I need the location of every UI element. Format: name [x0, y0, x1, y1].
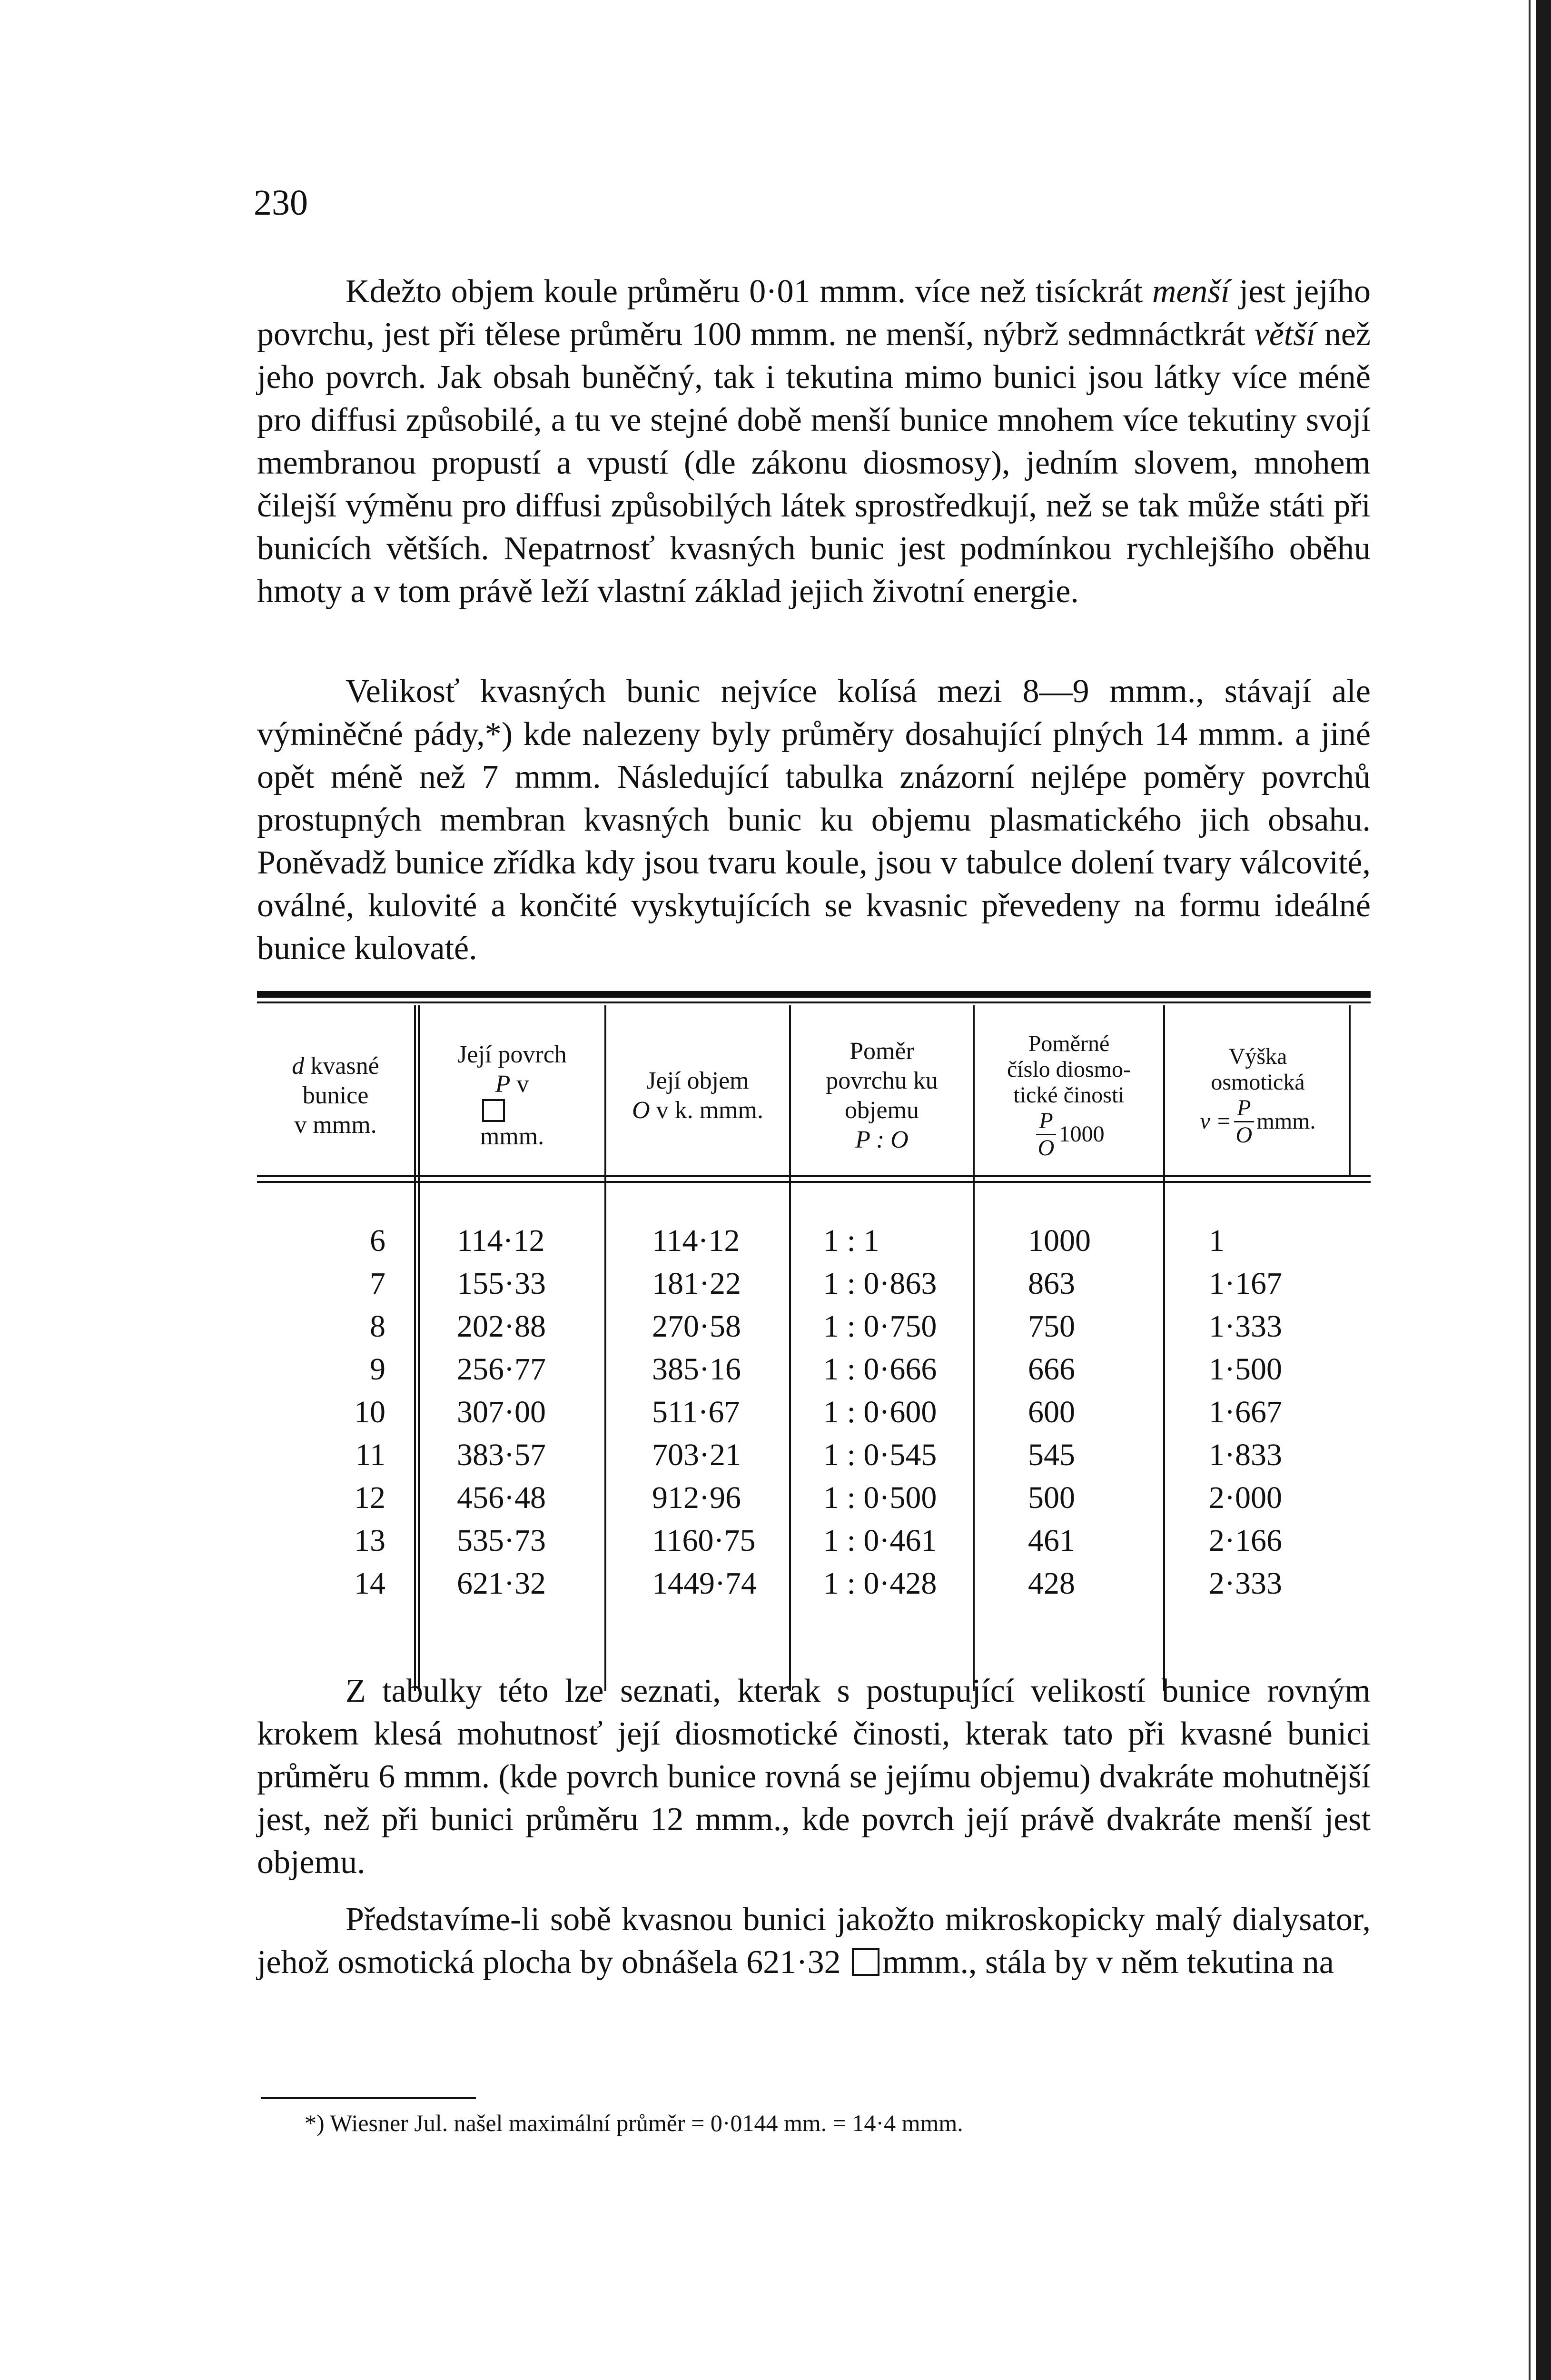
fraction — [1234, 1095, 1254, 1148]
header-osmotic-formula — [1200, 1095, 1315, 1148]
table-top-rule-thin — [257, 1002, 1371, 1003]
cell-diameter: 6 — [370, 1223, 385, 1258]
cell-volume: 1160·75 — [652, 1523, 756, 1558]
header-diosmotic-line2: číslo diosmo- — [1007, 1056, 1131, 1082]
header-surface-line1: Její povrch — [457, 1041, 567, 1068]
cell-volume: 703·21 — [652, 1438, 741, 1472]
cell-ratio: 1 : 0·428 — [823, 1566, 937, 1601]
footnote-spacer — [305, 2085, 1399, 2099]
paragraph-2-text: Velikosť kvasných bunic nejvíce kolísá mezi 8—9 mmm., stávají ale výminěčné pády,*) kde nalezeny byly průměry dosahující plných 14 mmm. a jiné opět méně než 7 mmm. Následující tabulka znázorní nejlépe poměry povrchů prostupných membran kvasných bunic ku objemu plasmatického jich obsahu. Poněvadž bunice zřídka kdy jsou tvaru koule, jsou v tabulce dolení tvary válcovité, oválné, kulovité a končité vyskytujících se kvasnic převedeny na formu ideálné bunice kulovaté. — [257, 673, 1371, 967]
paragraph-1-text-b: jest jejího povrchu, jest při tělese průměru 100 mmm. ne menší, nýbrž sedmnáctkrát — [257, 273, 1371, 353]
paragraph-3 — [257, 1670, 1371, 1884]
cell-volume: 1449·74 — [652, 1566, 757, 1601]
cell-osmotic-height: 2·166 — [1209, 1523, 1282, 1558]
cell-diameter: 14 — [354, 1566, 385, 1601]
header-volume-var: O — [632, 1097, 650, 1124]
paragraph-2 — [257, 670, 1371, 970]
fraction-numerator: P — [1234, 1095, 1254, 1122]
cell-osmotic-height: 1·833 — [1209, 1438, 1282, 1472]
table-header-rule — [257, 1175, 1371, 1177]
cell-osmotic-height: 1·167 — [1209, 1266, 1282, 1301]
footnote-marker: *) — [305, 2110, 325, 2136]
cell-diameter: 11 — [355, 1438, 385, 1472]
cell-volume: 511·67 — [652, 1395, 740, 1429]
cell-ratio: 1 : 0·750 — [823, 1309, 937, 1344]
header-diosmotic-formula — [1033, 1108, 1104, 1161]
table-row — [257, 1262, 1371, 1305]
header-surface — [420, 1020, 604, 1172]
table-row — [257, 1348, 1371, 1391]
header-volume — [606, 1020, 789, 1172]
cell-surface: 155·33 — [457, 1266, 546, 1301]
cell-ratio: 1 : 0·500 — [823, 1480, 937, 1515]
table-top-rule — [257, 991, 1371, 998]
cell-diosmotic: 600 — [1028, 1395, 1075, 1429]
cell-diosmotic: 750 — [1028, 1309, 1075, 1344]
paragraph-1-text-a: Kdežto objem koule průměru 0·01 mmm. více než tisíckrát — [346, 273, 1152, 310]
header-diosmotic-line1: Poměrné — [1028, 1031, 1110, 1056]
cell-diameter: 12 — [354, 1480, 385, 1515]
table-row — [257, 1519, 1371, 1562]
cell-ratio: 1 : 0·666 — [823, 1352, 937, 1387]
header-diameter-line1: kvasné — [304, 1052, 379, 1080]
header-ratio-line3: objemu — [845, 1097, 919, 1124]
cell-ratio: 1 : 0·600 — [823, 1395, 937, 1429]
cell-osmotic-height: 2·333 — [1209, 1566, 1282, 1601]
header-ratio — [791, 1020, 973, 1172]
cell-surface: 202·88 — [457, 1309, 546, 1344]
header-osmotic-height — [1165, 1020, 1351, 1172]
cell-diameter: 10 — [354, 1395, 385, 1429]
header-ratio-line2: povrchu ku — [826, 1067, 938, 1094]
header-surface-v: v — [510, 1071, 529, 1098]
paragraph-1-emphasis-mensi: menší — [1152, 273, 1230, 310]
header-osmotic-line1: Výška — [1228, 1043, 1287, 1069]
cell-volume: 181·22 — [652, 1266, 741, 1301]
table-row — [257, 1434, 1371, 1477]
cell-diosmotic: 1000 — [1028, 1223, 1091, 1258]
table-body — [257, 1220, 1371, 1605]
cell-diosmotic: 863 — [1028, 1266, 1075, 1301]
table-row — [257, 1305, 1371, 1348]
cell-surface: 535·73 — [457, 1523, 546, 1558]
cell-osmotic-height: 1 — [1209, 1223, 1225, 1258]
table-row — [257, 1220, 1371, 1262]
header-diosmotic — [975, 1020, 1163, 1172]
table-row — [257, 1477, 1371, 1519]
fraction-numerator: P — [1036, 1108, 1056, 1135]
cell-ratio: 1 : 1 — [823, 1223, 879, 1258]
cell-surface: 383·57 — [457, 1438, 546, 1472]
cell-surface: 307·00 — [457, 1395, 546, 1429]
cell-diosmotic: 428 — [1028, 1566, 1075, 1601]
fraction — [1036, 1108, 1056, 1161]
cell-diosmotic: 461 — [1028, 1523, 1075, 1558]
cell-diosmotic: 500 — [1028, 1480, 1075, 1515]
cell-volume: 385·16 — [652, 1352, 741, 1387]
cell-ratio: 1 : 0·545 — [823, 1438, 937, 1472]
cell-osmotic-height: 1·500 — [1209, 1352, 1282, 1387]
fraction-denominator: O — [1037, 1135, 1055, 1160]
cell-diameter: 7 — [370, 1266, 385, 1301]
paragraph-3-text: Z tabulky této lze seznati, kterak s postupující velikostí bunice rovným krokem klesá mohutnosť její diosmotické činosti, kterak tato při kvasné bunici průměru 6 mmm. (kde povrch bunice rovná se jejímu objemu) dvakráte mohutnější jest, než při bunici průměru 12 mmm., kde povrch její právě dvakráte menší jest objemu. — [257, 1673, 1371, 1881]
cell-surface: 621·32 — [457, 1566, 546, 1601]
cell-osmotic-height: 2·000 — [1209, 1480, 1282, 1515]
cell-osmotic-height: 1·667 — [1209, 1395, 1282, 1429]
paragraph-1 — [257, 270, 1371, 613]
table-row — [257, 1562, 1371, 1605]
square-unit-icon — [482, 1099, 505, 1122]
header-volume-line1: Její objem — [646, 1067, 749, 1094]
header-diameter-var: d — [292, 1052, 305, 1080]
header-diosmotic-factor: 1000 — [1058, 1121, 1105, 1147]
cell-diameter: 13 — [354, 1523, 385, 1558]
header-osmotic-lhs: v = — [1200, 1109, 1232, 1134]
header-osmotic-unit: mmm. — [1256, 1109, 1316, 1134]
cell-surface: 456·48 — [457, 1480, 546, 1515]
header-diameter-line2: bunice — [302, 1082, 369, 1109]
cell-volume: 114·12 — [652, 1223, 740, 1258]
cell-diameter: 8 — [370, 1309, 385, 1344]
header-diameter-line3: v mmm. — [294, 1111, 377, 1139]
page-number: 230 — [254, 183, 308, 223]
cell-volume: 912·96 — [652, 1480, 741, 1515]
cell-surface: 256·77 — [457, 1352, 546, 1387]
cell-diosmotic: 545 — [1028, 1438, 1075, 1472]
cell-ratio: 1 : 0·461 — [823, 1523, 937, 1558]
fraction-denominator: O — [1235, 1122, 1253, 1148]
square-unit-icon — [852, 1948, 879, 1976]
paragraph-1-emphasis-vetsi: větší — [1254, 316, 1315, 353]
paragraph-4-text-b: mmm., stála by v něm tekutina na — [882, 1944, 1334, 1981]
cell-diameter: 9 — [370, 1352, 385, 1387]
header-osmotic-line2: osmotická — [1211, 1069, 1305, 1095]
cell-volume: 270·58 — [652, 1309, 741, 1344]
table-header-rule-second — [257, 1181, 1371, 1183]
header-surface-var: P — [495, 1071, 511, 1098]
footnote — [305, 2085, 1399, 2147]
header-volume-unit: v k. mmm. — [650, 1097, 763, 1124]
header-diameter — [257, 1020, 414, 1172]
scan-edge-dark — [1536, 0, 1551, 2380]
data-table — [257, 991, 1371, 1672]
cell-osmotic-height: 1·333 — [1209, 1309, 1282, 1344]
paragraph-4-text-a: Představíme-li sobě kvasnou bunici jakožto mikroskopicky malý dialysator, jehož osmotická plocha by obnášela 621·32 — [257, 1901, 1371, 1981]
header-surface-unit: mmm. — [480, 1123, 544, 1150]
header-ratio-formula: P : O — [855, 1126, 909, 1153]
table-row — [257, 1391, 1371, 1434]
cell-surface: 114·12 — [457, 1223, 545, 1258]
paragraph-1-text-c: než jeho povrch. Jak obsah buněčný, tak i tekutina mimo bunici jsou látky více méně pro diffusi způsobilé, a tu ve stejné době menší bunice mnohem více tekutiny svojí membranou propustí a vpustí (dle zákonu diosmosy), jedním slovem, mnohem čilejší výměnu pro diffusi způsobilých látek sprostředkují, než se tak může státi při bunicích větších. Nepatrnosť kvasných bunic jest podmínkou rychlejšího oběhu hmoty a v tom právě leží vlastní základ jejich životní energie. — [257, 316, 1371, 610]
header-ratio-line1: Poměr — [850, 1038, 914, 1065]
cell-diosmotic: 666 — [1028, 1352, 1075, 1387]
paragraph-4 — [257, 1898, 1371, 1984]
scan-edge-line — [1529, 0, 1531, 2380]
header-diosmotic-line3: tické činosti — [1013, 1082, 1125, 1108]
cell-ratio: 1 : 0·863 — [823, 1266, 937, 1301]
footnote-text: Wiesner Jul. našel maximální průměr = 0·0144 mm. = 14·4 mmm. — [324, 2110, 963, 2136]
